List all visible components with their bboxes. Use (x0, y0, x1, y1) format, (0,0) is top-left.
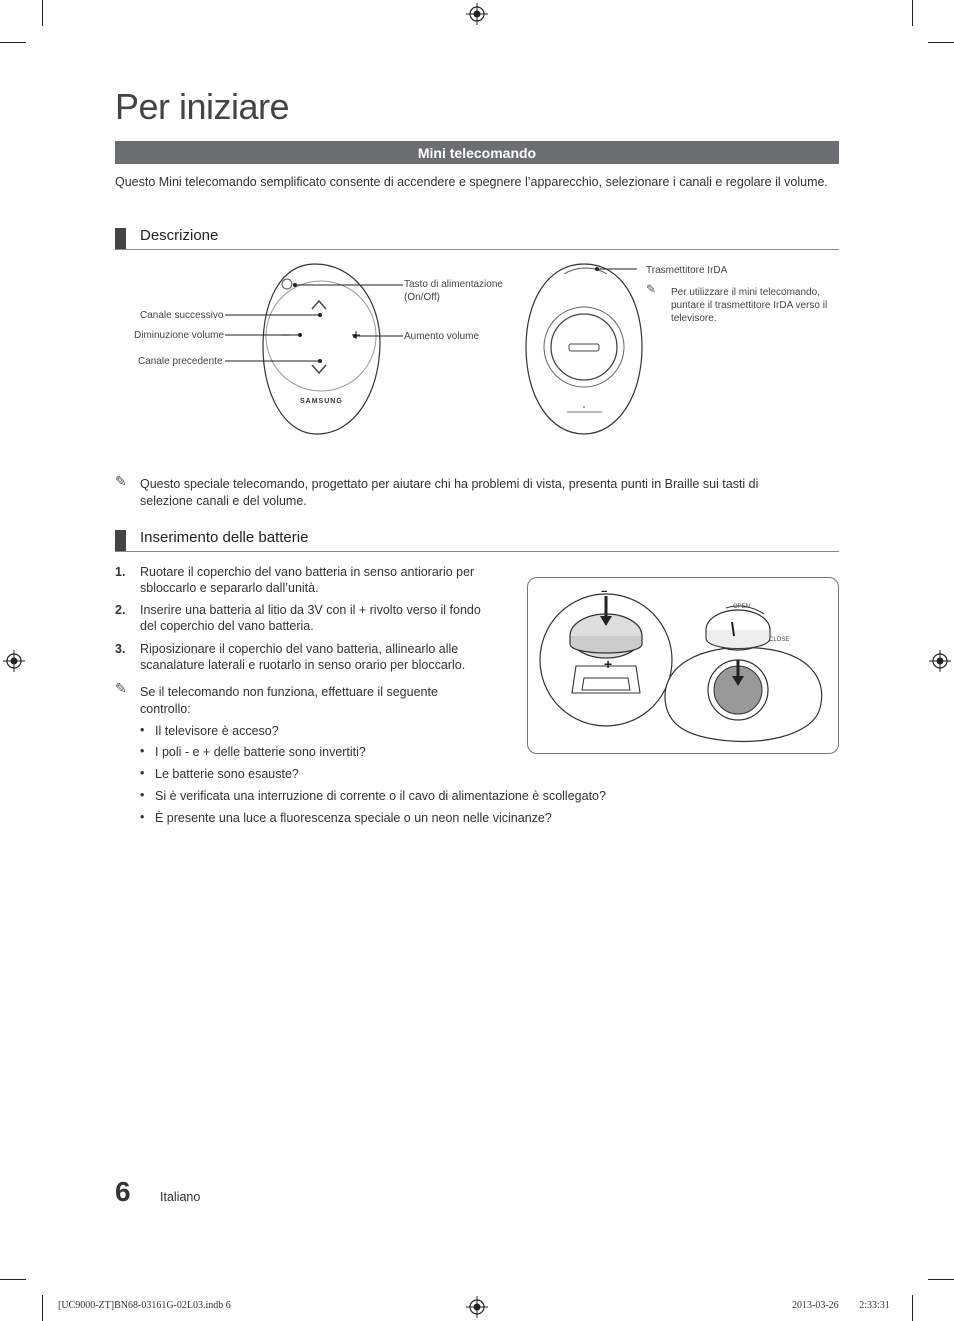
heading-descrizione (115, 227, 839, 250)
heading-marker (115, 228, 126, 249)
pencil-icon: ✎ (115, 473, 127, 489)
remote-back-illustration (522, 262, 647, 437)
label-aumento-volume: Aumento volume (404, 331, 480, 342)
crosshair-icon (466, 1296, 488, 1318)
step-item: 2. Inserire una batteria al litio da 3V con il + rivolto verso il fondo del coperchio del vano batteria. (115, 603, 481, 633)
label-diminuzione-volume: Diminuzione volume (134, 330, 225, 341)
crop-mark (928, 1279, 954, 1280)
page-title: Per iniziare (115, 86, 290, 127)
heading-label: Descrizione (140, 227, 219, 244)
battery-illustration (528, 578, 838, 753)
pencil-icon: ✎ (115, 680, 127, 696)
crop-mark (42, 1295, 43, 1321)
label-minus: − (601, 586, 608, 598)
page-language: Italiano (160, 1190, 201, 1204)
crosshair-icon (466, 3, 488, 25)
brand-logo: SAMSUNG (300, 398, 343, 405)
label-plus: + (604, 656, 613, 672)
label-canale-successivo: Canale successivo (140, 310, 224, 321)
trasmettitore-note: Per utilizzare il mini telecomando, puntare il trasmettitore IrDA verso il televisore. (671, 287, 828, 324)
page-number: 6 (115, 1176, 131, 1207)
heading-batterie (115, 529, 839, 552)
crop-mark (928, 42, 954, 43)
heading-label: Inserimento delle batterie (140, 529, 309, 546)
braille-note: Questo speciale telecomando, progettato per aiutare chi ha problemi di vista, presenta punti in Braille sui tasti di selezione canali e del volume. (140, 477, 759, 508)
label-open: OPEN (733, 604, 751, 610)
label-close: CLOSE (769, 637, 790, 643)
batterie-note: Se il telecomando non funziona, effettuare il seguente controllo: (140, 685, 438, 716)
crop-mark (42, 0, 43, 26)
footer-file: [UC9000-ZT]BN68-03161G-02L03.indb 6 (58, 1300, 231, 1311)
pencil-icon: ✎ (646, 282, 657, 296)
crop-mark (912, 0, 913, 26)
crop-mark (0, 1279, 26, 1280)
label-tasto-alimentazione: Tasto di alimentazione (On/Off) (404, 279, 503, 303)
section-title: Mini telecomando (115, 141, 839, 164)
heading-marker (115, 530, 126, 551)
leader-lines (595, 266, 640, 276)
label-trasmettitore: Trasmettitore IrDA (646, 265, 728, 276)
crosshair-icon (3, 650, 25, 672)
crop-mark (0, 42, 26, 43)
leader-lines (225, 270, 405, 370)
battery-figure (527, 577, 839, 754)
footer-timestamp: 2013-03-26 ￿￿ 2:33:31 (792, 1300, 890, 1311)
crosshair-icon (929, 650, 951, 672)
label-canale-precedente: Canale precedente (138, 356, 223, 367)
crop-mark (912, 1295, 913, 1321)
step-item: 3. Riposizionare il coperchio del vano batteria, allinearlo alle scanalature laterali e ruotarlo in senso orario per bloccarlo. (115, 642, 466, 672)
intro-text: Questo Mini telecomando semplificato consente di accendere e spegnere l’apparecchio, selezionare i canali e regolare il volume. (115, 175, 828, 189)
step-item: 1. Ruotare il coperchio del vano batteria in senso antiorario per sbloccarlo e separarlo dall’unità. (115, 565, 475, 595)
